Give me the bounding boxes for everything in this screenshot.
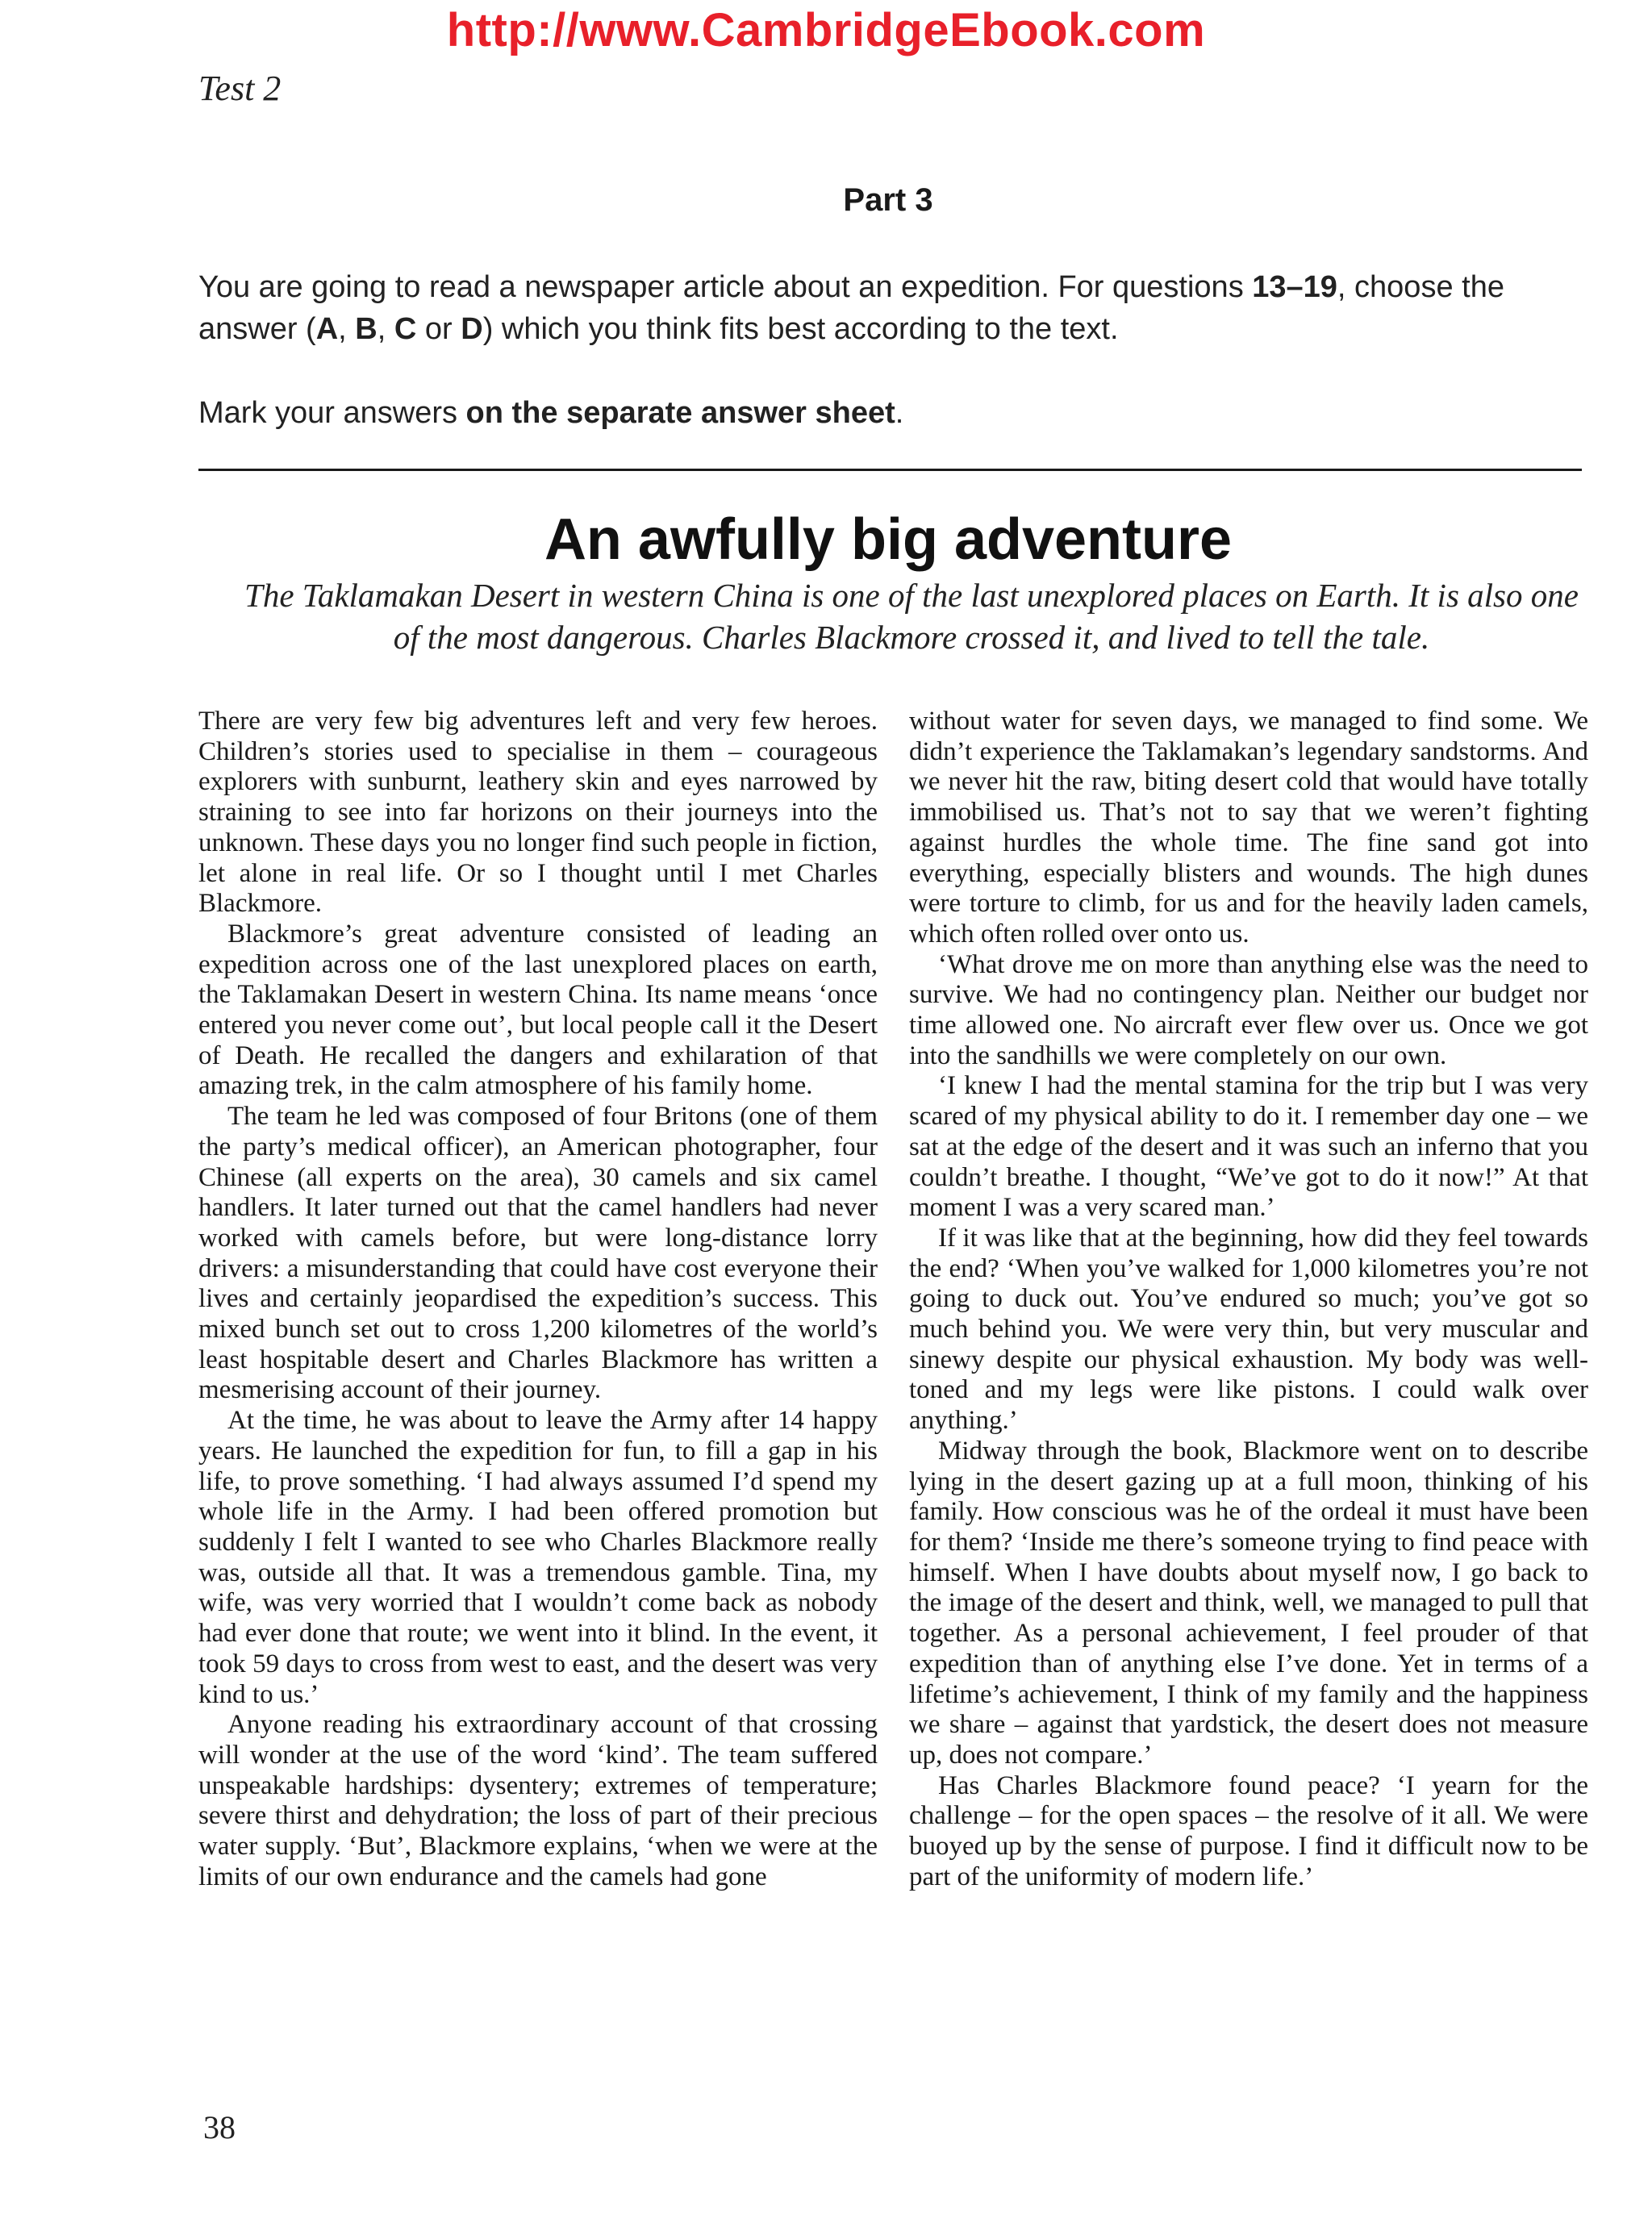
article-paragraph: Has Charles Blackmore found peace? ‘I yearn for the challenge – for the open spaces – the resolve of it all. We were buoyed up by the sense of purpose. I find it difficult now to be part of the uniformity of modern life.’ (909, 1770, 1588, 1891)
answer-sheet-instruction: Mark your answers on the separate answer sheet. (198, 396, 904, 430)
article-headline: An awfully big adventure (544, 507, 1233, 572)
article-paragraph: The team he led was composed of four Britons (one of them the party’s medical officer), an American photographer, four Chinese (all experts on the area), 30 camels and six camel handlers. It later turned out that the camel handlers had never worked with camels before, but were long-distance lorry drivers: a misunderstanding that could have cost everyone their lives and certainly jeopardised the expedition’s success. This mixed bunch set out to cross 1,200 kilometres of the world’s least hospitable desert and Charles Blackmore has written a mesmerising account of their journey. (198, 1102, 878, 1405)
article-paragraph: Midway through the book, Blackmore went on to describe lying in the desert gazing up at a full moon, thinking of his family. How conscious was he of the ordeal it must have been for them? ‘Inside me there’s someone trying to find peace with himself. When I have doubts about myself now, I go back to the image of the desert and think, well, we managed to pull that together. As a personal achievement, I feel prouder of that expedition than of anything else I’ve done. Yet in terms of a lifetime’s achievement, I think of my family and the happiness we share – against that yardstick, the desert does not measure up, does not compare.’ (909, 1436, 1588, 1770)
part-title: Part 3 (843, 182, 933, 218)
running-head: Test 2 (198, 69, 282, 108)
question-range: 13–19 (1252, 270, 1337, 304)
article-paragraph: ‘I knew I had the mental stamina for the trip but I was very scared of my physical ability to do it. I remember day one – we sat at the edge of the desert and it was such an inferno that you couldn’t breathe. I thought, “We’ve got to do it now!” At that moment I was a very scared man.’ (909, 1071, 1588, 1223)
page-number: 38 (203, 2109, 236, 2145)
article-paragraph: without water for seven days, we managed to find some. We didn’t experience the Taklamakan’s legendary sandstorms. And we never hit the raw, biting desert cold that would have totally immobilised us. That’s not to say that we weren’t fighting against hurdles the whole time. The fine sand got into everything, especially blisters and wounds. The high dunes were torture to climb, for us and for the heavily laden camels, which often rolled over onto us. (909, 707, 1588, 949)
watermark-url: http://www.CambridgeEbook.com (446, 4, 1206, 56)
article-paragraph: ‘What drove me on more than anything else was the need to survive. We had no contingency plan. Neither our budget nor time allowed one. No aircraft ever flew over us. Once we got into the sandhills we were completely on our own. (909, 949, 1588, 1070)
divider-rule (198, 469, 1582, 471)
instructions (198, 266, 1594, 434)
article-standfirst: The Taklamakan Desert in western China is one of the last unexplored places on Earth. It is also one of the most dangerous. Charles Blackmore crossed it, and lived to tell the tale. (244, 577, 1579, 656)
article-column-right (909, 707, 1588, 1892)
article-paragraph: If it was like that at the beginning, how did they feel towards the end? ‘When you’ve walked for 1,000 kilometres you’re not going to duck out. You’ve endured so much; you’ve got so much behind you. We were very thin, but very muscular and sinewy despite our physical exhaustion. My body was well-toned and my legs were like pistons. I could walk over anything.’ (909, 1223, 1588, 1436)
article-paragraph: Blackmore’s great adventure consisted of leading an expedition across one of the last unexplored places on earth, the Taklamakan Desert in western China. Its name means ‘once entered you never come out’, but local people call it the Desert of Death. He recalled the dangers and exhilaration of that amazing trek, in the calm atmosphere of his family home. (198, 919, 878, 1101)
article-paragraph: At the time, he was about to leave the Army after 14 happy years. He launched the expedition for fun, to fill a gap in his life, to prove something. ‘I had always assumed I’d spend my whole life in the Army. I had been offered promotion but suddenly I felt I wanted to see who Charles Blackmore really was, outside all that. It was a tremendous gamble. Tina, my wife, was very worried that I wouldn’t come back as nobody had ever done that route; we went into it blind. In the event, it took 59 days to cross from west to east, and the desert was very kind to us.’ (198, 1406, 878, 1709)
instructions-text: You are going to read a newspaper article about an expedition. For questions 13–19, choose the answer (A, B, C or D) which you think fits best according to the text. (198, 270, 1504, 346)
article-paragraph: Anyone reading his extraordinary account of that crossing will wonder at the use of the word ‘kind’. The team suffered unspeakable hardships: dysentery; extremes of temperature; severe thirst and dehydration; the loss of part of their precious water supply. ‘But’, Blackmore explains, ‘when we were at the limits of our own endurance and the camels had gone (198, 1710, 878, 1891)
article-paragraph: There are very few big adventures left and very few heroes. Children’s stories used to specialise in them – courageous explorers with sunburnt, leathery skin and eyes narrowed by straining to see into far horizons on their journeys into the unknown. These days you no longer find such people in fiction, let alone in real life. Or so I thought until I met Charles Blackmore. (198, 707, 878, 919)
article-column-left (198, 707, 878, 1892)
